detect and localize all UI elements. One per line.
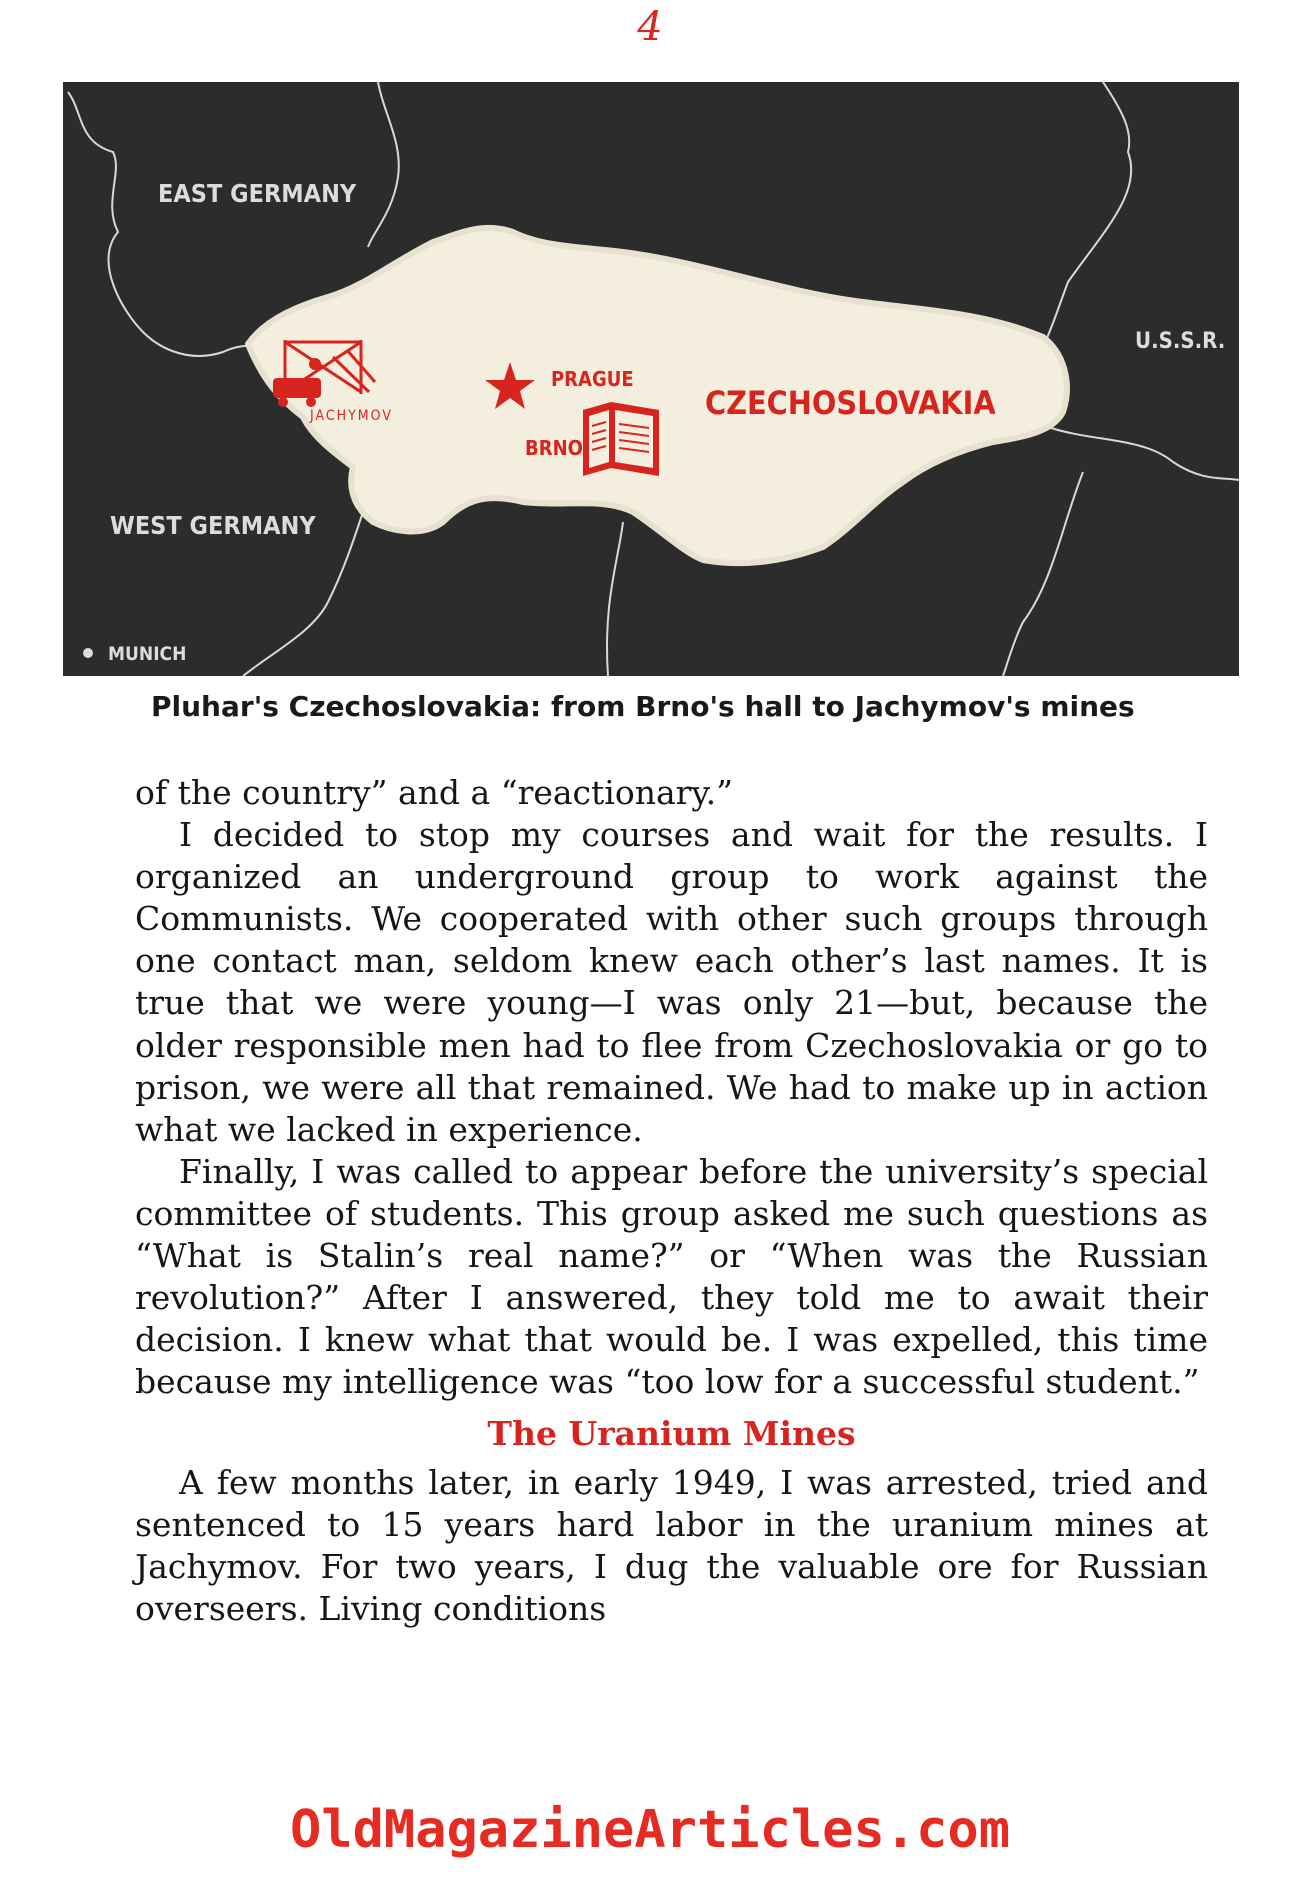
page-number: 4 [637,4,663,50]
section-heading: The Uranium Mines [487,1414,856,1454]
label-munich: MUNICH [108,643,187,665]
paragraph-continuation: of the country” and a “reactionary.” [135,773,734,812]
label-ussr: U.S.S.R. [1135,329,1226,354]
map-illustration [63,82,1239,676]
munich-dot [83,648,93,658]
paragraph-underground-group: I decided to stop my courses and wait for the results. I organized an underground group to work against the Communists. We cooperated with other such groups through one contact man, seldom knew each other’s last names. It is true that we were young—I was only 21—but, because the older responsible men had to flee from Czechoslovakia or go to prison, we were all that remained. We had to make up in action what we lacked in experience. [135,815,1208,1149]
map-caption: Pluhar's Czechoslovakia: from Brno's hall to Jachymov's mines [151,690,1135,723]
paragraph-committee: Finally, I was called to appear before the university’s special committee of students. This group asked me such questions as “What is Stalin’s real name?” or “When was the Russian revolution?” After I answered, they told me to await their decision. I knew what that would be. I was expelled, this time because my intelligence was “too low for a successful student.” [135,1151,1208,1402]
label-west-germany: WEST GERMANY [110,511,316,540]
label-east-germany: EAST GERMANY [158,179,357,208]
label-brno: BRNO [525,436,583,460]
paragraph-uranium-mines: A few months later, in early 1949, I was arrested, tried and sentenced to 15 years hard labor in the uranium mines at Jachymov. For two years, I dug the valuable ore for Russian overseers. Living conditions [135,1462,1208,1628]
site-watermark: OldMagazineArticles.com [289,1800,1011,1860]
label-prague: PRAGUE [551,367,634,391]
article-body [135,772,1208,1630]
label-jachymov: JACHYMOV [310,408,393,424]
book-icon [583,402,659,476]
label-czechoslovakia: CZECHOSLOVAKIA [705,384,996,422]
map-figure [63,82,1239,676]
